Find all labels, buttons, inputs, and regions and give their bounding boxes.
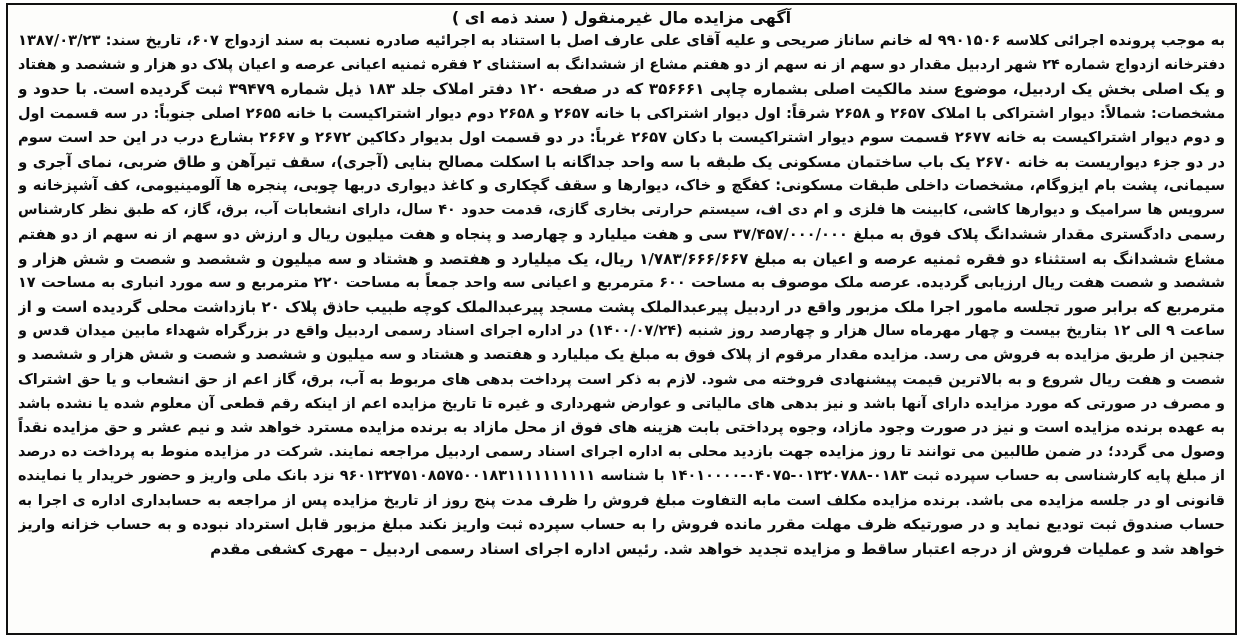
notice-line: در دو جزء دیواریست به خانه ۲۶۷۰ یک باب ساختمان مسکونی یک طبقه با سه واحد جداگانه با اسکلت مصالح بنایی (آجری)، سقف تیرآهن و طاق ضربی، نمای آجری و: [18, 152, 1225, 171]
notice-line: مترمربع که برابر صور تجلسه مامور اجرا ملک مزبور واقع در اردبیل پیرعبدالملک پشت مسجد پیرعبدالملک کوچه طبیب حاذق پلاک ۲۰ بازداشت محلی گردیده است و از: [18, 298, 1225, 317]
notice-line: به موجب پرونده اجرائی کلاسه ۹۹۰۱۵۰۶ له خانم ساناز صریحی و علیه آقای علی عارف اصل با استناد به اجرائیه صادره نسبت به سند ازدواج ۶۰۷، تاریخ سند: ۱۳۸۷/۰۳/۲۳: [18, 32, 1225, 49]
notice-line: رسمی دادگستری مقدار ششدانگ پلاک فوق به مبلغ ۳۷/۴۵۷/۰۰۰/۰۰۰ سی و هفت میلیارد و چهارصد و پنجاه و هفت میلیون ریال و ارزش دو سهم از نه سهم از دو هفتم: [18, 225, 1225, 243]
notice-line: مشخصات: شمالاً: دیوار اشتراکی با املاک ۲۶۵۷ و ۲۶۵۸ شرقاً: اول دیوار اشتراکی با خانه ۲۶۵۷ و ۲۶۵۸ دوم دیوار اشتراکیست با خانه ۲۶۵۵ اصلی جنوباً: در سه قسمت اول: [18, 105, 1225, 122]
notice-line: شصت و هفت ریال شروع و به بالاترین قیمت پیشنهادی فروخته می شود. لازم به ذکر است پرداخت بدهی های مربوط به آب، برق، گاز اعم از حق انشعاب و یا حق اشتراک: [18, 371, 1225, 388]
notice-line: دفترخانه ازدواج شماره ۲۴ شهر اردبیل مقدار دو سهم از نه سهم از دو هفتم مشاع از ششدانگ به استثنای ۲ فقره ثمنیه اعیانی عرصه و اعیان پلاک دو هزار و ششصد و هفتاد: [18, 57, 1225, 74]
notice-line: ساعت ۹ الی ۱۲ بتاریخ بیست و چهار مهرماه سال هزار و چهارصد روز شنبه (۱۴۰۰/۰۷/۲۴) در اداره اجرای اسناد رسمی اردبیل واقع در بزرگراه شهداء مابین میدان قدس و: [18, 323, 1225, 340]
notice-body: [18, 29, 1225, 561]
notice-line: مشاع ششدانگ به استثناء دو فقره ثمنیه عرصه و اعیان به مبلغ ۱/۷۸۳/۶۶۶/۶۶۷ ریال، یک میلیارد و هفتصد و هشتاد و سه میلیون و ششصد و شصت و شش هزار و: [18, 249, 1225, 268]
notice-line-signature: خواهد شد و عملیات فروش از درجه اعتبار ساقط و مزایده تجدید خواهد شد. رئیس اداره اجرای اسناد رسمی اردبیل – مهری کشفی مقدم: [210, 539, 1225, 558]
notice-title: آگهی مزایده مال غیرمنقول ( سند ذمه ای ): [451, 8, 792, 27]
notice-line: وصول می گردد؛ در ضمن طالبین می توانند تا روز مزایده جهت بازدید محلی به اداره اجرای اسناد رسمی اردبیل مراجعه نمایند. شرکت در مزایده منوط به پرداخت ده درصد: [18, 444, 1225, 461]
notice-line: جنجین از طریق مزایده به فروش می رسد. مزایده مقدار مرقوم از پلاک فوق به مبلغ یک میلیارد و هفتصد و هشتاد و سه میلیون و ششصد و شصت و شش هزار و ششصد و: [18, 347, 1225, 364]
notice-line: و مصرف در صورتی که مورد مزایده دارای آنها باشد و نیز بدهی های مالیاتی و عوارض شهرداری و غیره تا تاریخ مزایده اعم از اینکه رقم قطعی آن معلوم شده یا نشده باشد: [18, 395, 1225, 412]
notice-line: ششصد و شصت هفت ریال ارزیابی گردیده. عرصه ملک موصوف به مساحت ۶۰۰ مترمربع و اعیانی سه واحد جمعاً به مساحت ۲۲۰ مترمربع و سه مورد انباری به مساحت ۱۷: [18, 274, 1225, 291]
notice-line: از مبلغ پایه کارشناسی به حساب سپرده ثبت ۰۱۸۳-۰۱۳۲۰۷۸۸-۰۴۰۷۵-۱۴۰۱۰۰۰۰ با شناسه ۹۶۰۱۳۲۷۵۱۰۸۵۷۵۰۰۱۸۳۱۱۱۱۱۱۱۱۱۱ نزد بانک ملی واریز و حضور خریدار یا نماینده: [18, 468, 1225, 485]
notice-line: و یک اصلی بخش یک اردبیل، موضوع سند مالکیت اصلی بشماره چاپی ۳۵۶۶۶۱ که در صفحه ۱۲۰ دفتر املاک جلد ۱۸۳ ذیل شماره ۳۹۴۷۹ ثبت گردیده است. با حدود و: [18, 80, 1225, 99]
notice-line: و دوم دیوار اشتراکیست به خانه ۲۶۷۷ قسمت سوم دیوار اشتراکیست با دکان ۲۶۵۷ غرباً: در دو قسمت اول بدیوار دکاکین ۲۶۷۲ و ۲۶۶۷ بشارع درب در این حد است سوم: [18, 128, 1225, 146]
notice-line: حساب صندوق ثبت تودیع نماید و در صورتیکه ظرف مهلت مقرر مانده فروش را به حساب سپرده ثبت واریز نکند مبلغ مزبور قابل استرداد نبوده و به حساب خزانه واریز: [18, 515, 1225, 533]
auction-notice: [6, 3, 1237, 635]
notice-line: سیمانی، پشت بام ایزوگام، مشخصات داخلی طبقات مسکونی: کفگچ و خاک، دیوارها و سقف گچکاری و کاغذ دیواری دربها چوبی، پنجره ها آلومینیومی، کف آشپزخانه و: [18, 177, 1225, 195]
notice-line: به عهده برنده مزایده است و نیز در صورت وجود مازاد، وجوه پرداختی بابت هزینه های فوق از محل مازاد به برنده مزایده مسترد خواهد شد و نیم عشر و حق مزایده نقداً: [18, 419, 1225, 436]
notice-line: سرویس ها سرامیک و دیوارها کاشی، کابینت ها فلزی و ام دی اف، سیستم حرارتی بخاری گازی، قدمت حدود ۴۰ سال، دارای انشعابات آب، برق، گاز، که طبق نظر کارشناس: [18, 202, 1225, 219]
notice-line: قانونی او در جلسه مزایده می باشد. برنده مزایده مکلف است مابه التفاوت مبلغ فروش را ظرف مدت پنج روز از تاریخ مزایده پس از مراجعه به حسابداری اداره ی اجرا به: [18, 492, 1225, 509]
